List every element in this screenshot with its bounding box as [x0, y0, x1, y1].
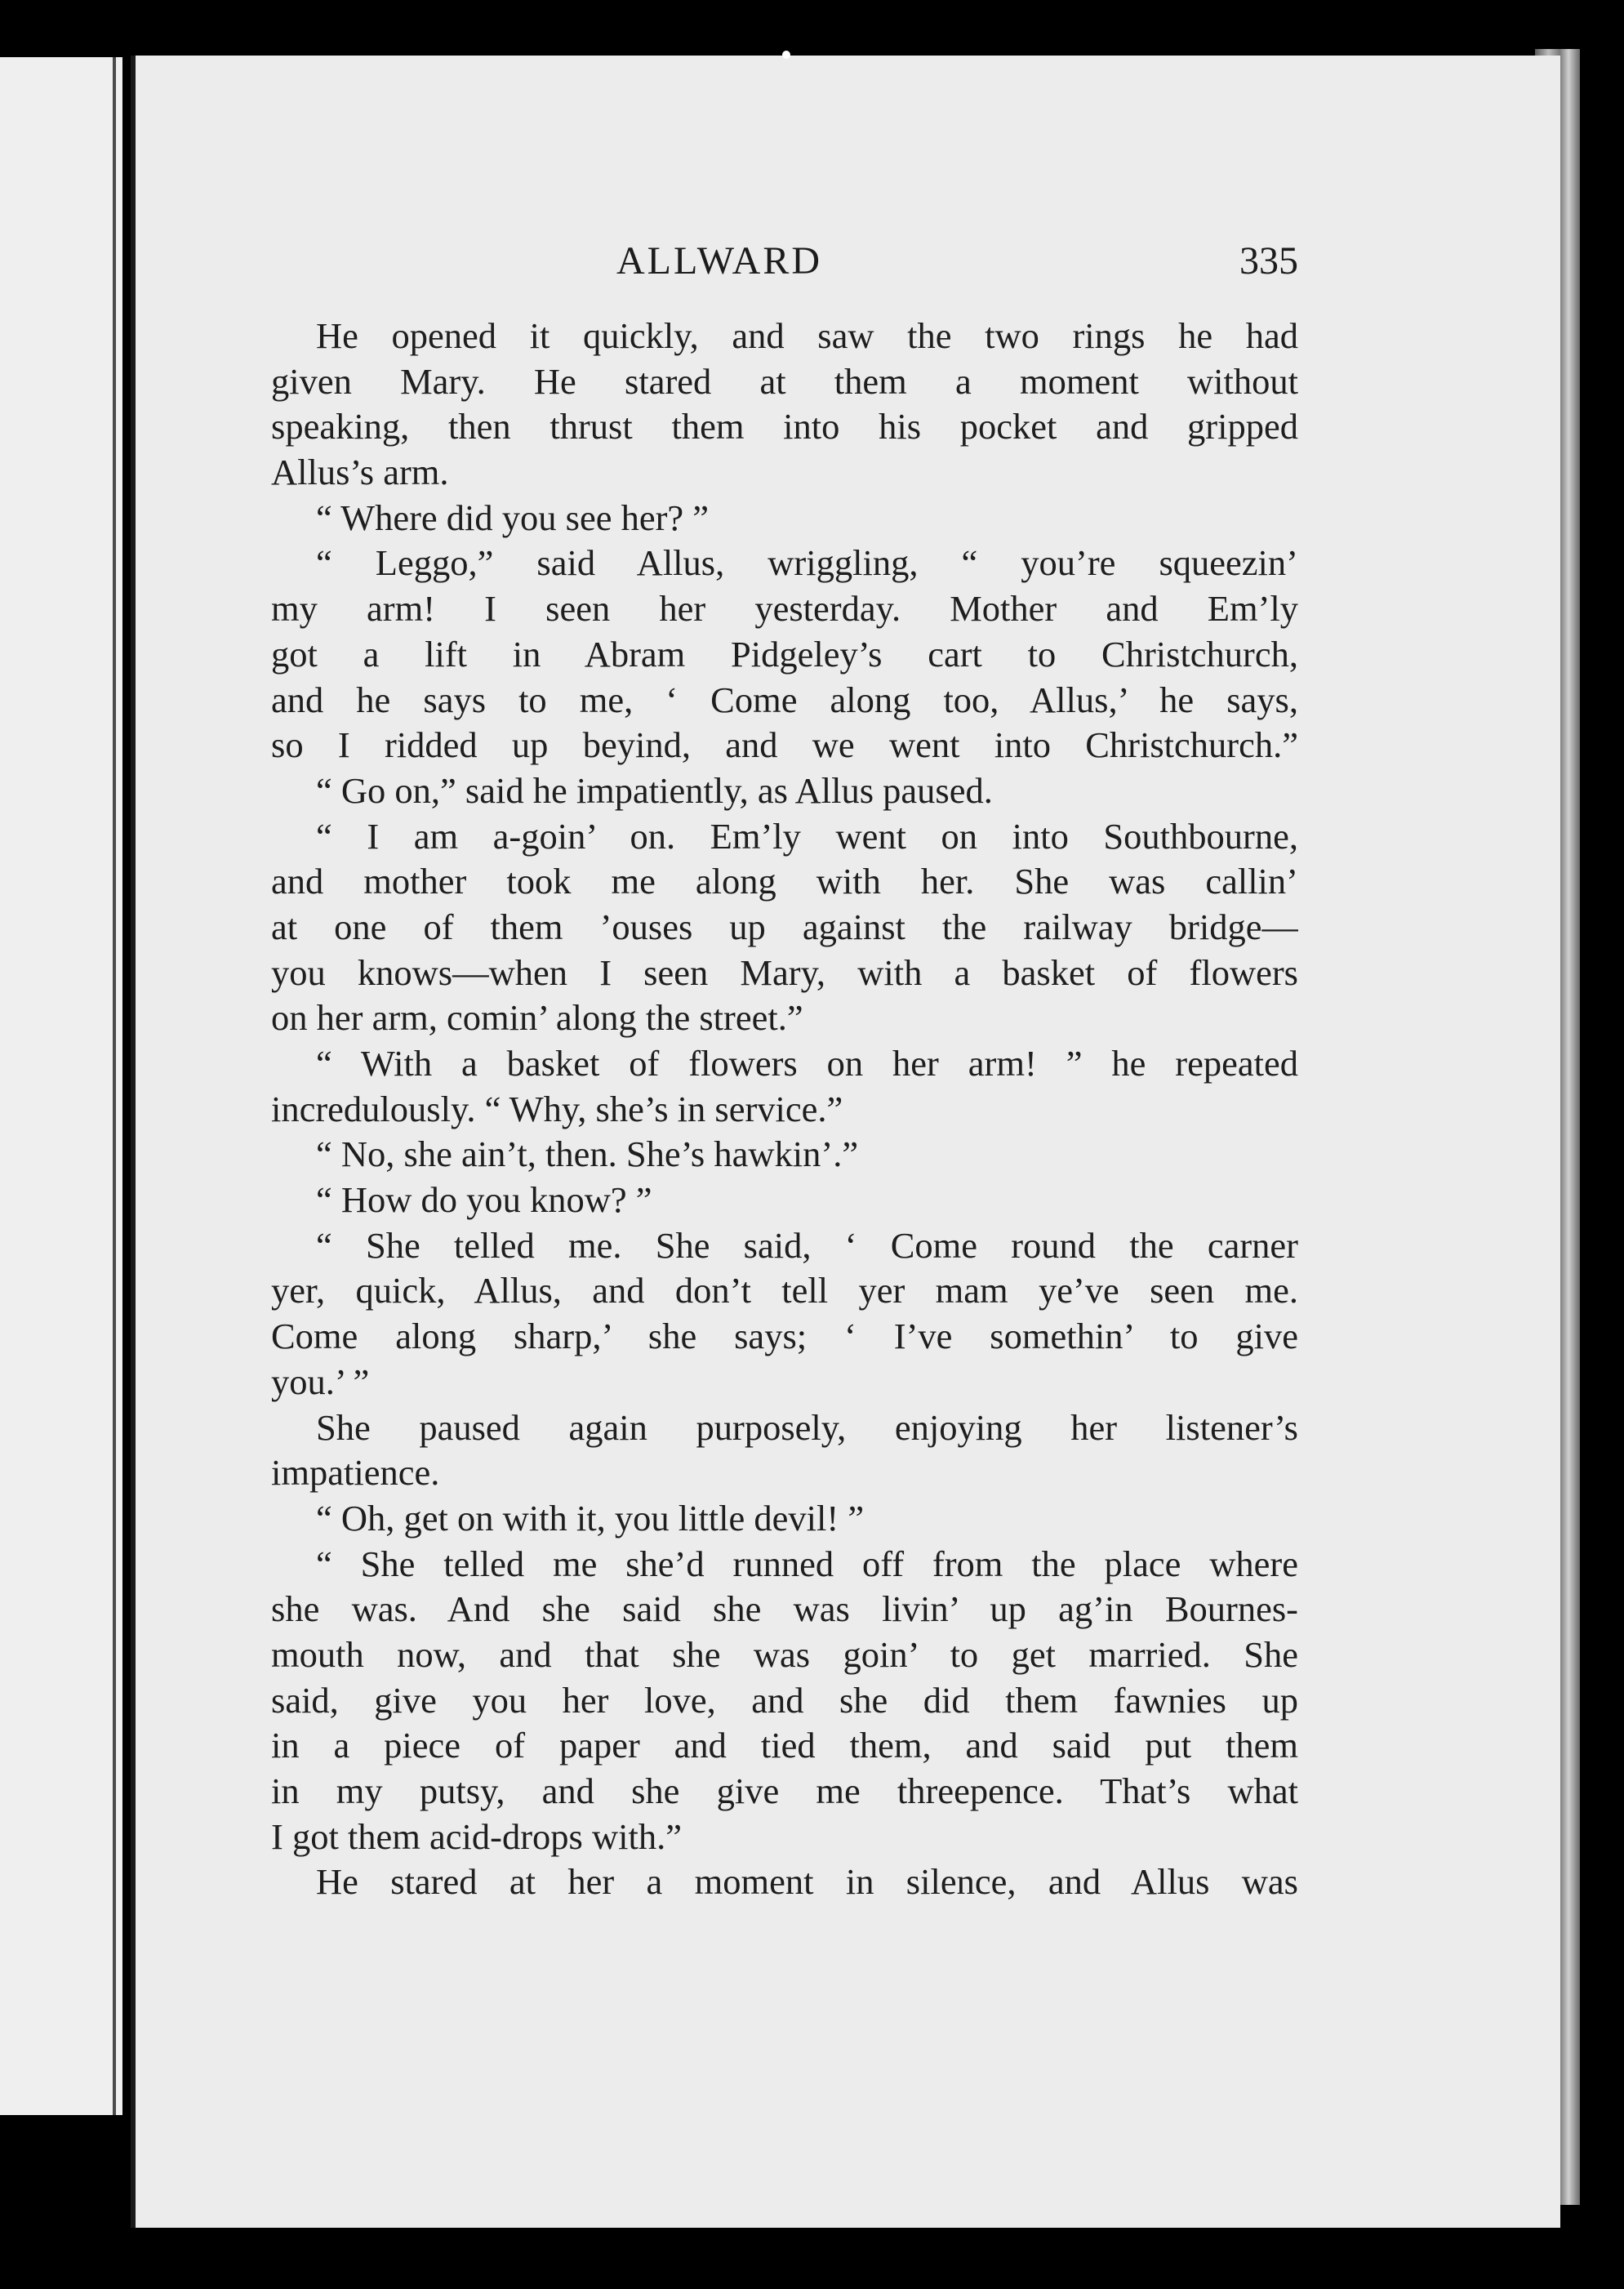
- text-line: and mother took me along with her. She was callin’: [271, 861, 1298, 902]
- text-line: He opened it quickly, and saw the two rings he had: [316, 315, 1298, 356]
- text-line: in my putsy, and she give me threepence. That’s what: [271, 1770, 1298, 1811]
- text-line: “ How do you know? ”: [316, 1179, 652, 1221]
- text-line: I got them acid-drops with.”: [271, 1815, 682, 1857]
- page-number: 335: [1239, 239, 1298, 283]
- text-line: on her arm, comin’ along the street.”: [271, 997, 803, 1039]
- text-line: you.’ ”: [271, 1360, 370, 1402]
- text-line: impatience.: [271, 1452, 440, 1494]
- text-line: in a piece of paper and tied them, and said put them: [271, 1725, 1298, 1766]
- body-text: [271, 314, 1298, 1905]
- text-line: “ She telled me. She said, ‘ Come round the carner: [316, 1224, 1298, 1266]
- text-line: “ Leggo,” said Allus, wriggling, “ you’re squeezin’: [316, 542, 1298, 584]
- text-line: “ Go on,” said he impatiently, as Allus paused.: [316, 769, 993, 811]
- text-line: “ Oh, get on with it, you little devil! ”: [316, 1497, 865, 1539]
- text-line: and he says to me, ‘ Come along too, Allus,’ he says,: [271, 679, 1298, 720]
- text-line: yer, quick, Allus, and don’t tell yer mam ye’ve seen me.: [271, 1270, 1298, 1311]
- text-line: “ Where did you see her? ”: [316, 497, 710, 538]
- text-line: speaking, then thrust them into his pocket and gripped: [271, 406, 1298, 448]
- text-line: given Mary. He stared at them a moment without: [271, 360, 1298, 402]
- text-line: Come along sharp,’ she says; ‘ I’ve somethin’ to give: [271, 1316, 1298, 1357]
- text-line: “ No, she ain’t, then. She’s hawkin’.”: [316, 1133, 859, 1175]
- facing-page-edge: [0, 57, 122, 2115]
- text-line: at one of them ’ouses up against the railway bridge—: [271, 906, 1298, 947]
- text-line: “ She telled me she’d runned off from the place where: [316, 1543, 1298, 1584]
- text-line: my arm! I seen her yesterday. Mother and Em’ly: [271, 588, 1298, 630]
- text-line: incredulously. “ Why, she’s in service.”: [271, 1088, 843, 1129]
- text-line: got a lift in Abram Pidgeley’s cart to Christchurch,: [271, 633, 1298, 675]
- text-line: mouth now, and that she was goin’ to get married. She: [271, 1633, 1298, 1675]
- text-line: “ I am a-goin’ on. Em’ly went on into Southbourne,: [316, 815, 1298, 857]
- text-line: said, give you her love, and she did them fawnies up: [271, 1679, 1298, 1721]
- text-line: Allus’s arm.: [271, 452, 449, 493]
- text-line: so I ridded up beyind, and we went into Christchurch.”: [271, 724, 1298, 766]
- running-head: ALLWARD: [616, 239, 823, 283]
- scan-speck: [782, 51, 790, 59]
- text-line: She paused again purposely, enjoying her listener’s: [316, 1406, 1298, 1448]
- text-line: she was. And she said she was livin’ up ag’in Bournes-: [271, 1588, 1298, 1630]
- page-header: [140, 238, 1298, 296]
- text-line: “ With a basket of flowers on her arm! ” he repeated: [316, 1043, 1298, 1084]
- text-line: you knows—when I seen Mary, with a basket of flowers: [271, 951, 1298, 993]
- text-line: He stared at her a moment in silence, and Allus was: [316, 1861, 1298, 1903]
